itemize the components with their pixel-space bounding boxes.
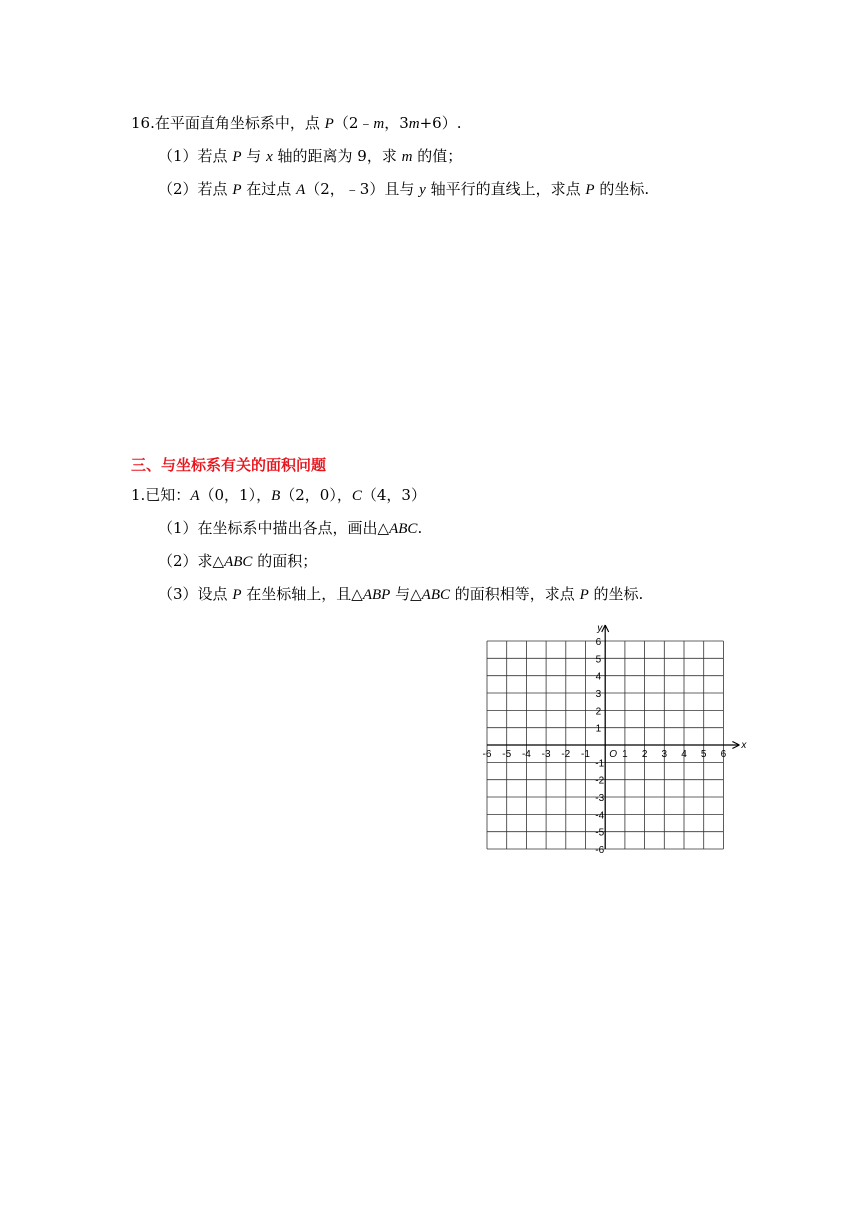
q16-part2: （2）若点 P 在过点 A（2，﹣3）且与 y 轴平行的直线上，求点 P 的坐标. (158, 180, 650, 198)
x-tick-label: 6 (720, 749, 727, 761)
q16-stem: 16.在平面直角坐标系中，点 P（2﹣m，3m+6）. (131, 114, 462, 132)
x-tick-label: 2 (641, 749, 648, 761)
y-tick-label: 4 (595, 671, 602, 683)
x-tick-label: -2 (561, 749, 571, 761)
q1-stem: 1.已知：A（0，1），B（2，0），C（4，3） (131, 486, 426, 504)
x-tick-label: 3 (661, 749, 668, 761)
y-tick-label: -6 (595, 845, 605, 856)
x-tick-label: -1 (581, 749, 590, 761)
x-tick-label: 1 (622, 749, 628, 761)
x-tick-label: -6 (482, 749, 492, 761)
x-tick-label: -3 (541, 749, 551, 761)
y-tick-label: 5 (595, 654, 602, 666)
q1-part3: （3）设点 P 在坐标轴上，且△ABP 与△ABC 的面积相等，求点 P 的坐标. (158, 585, 644, 603)
y-axis-label: y (597, 623, 603, 634)
x-tick-label: 5 (700, 749, 707, 761)
q16-part1: （1）若点 P 与 x 轴的距离为 9，求 m 的值； (158, 147, 463, 165)
q1-part1: （1）在坐标系中描出各点，画出△ABC. (158, 519, 423, 537)
y-tick-label: 3 (595, 689, 602, 701)
y-tick-label: 1 (595, 723, 602, 735)
y-tick-label: -2 (595, 775, 605, 787)
y-tick-label: 2 (595, 706, 602, 718)
x-axis-label: x (741, 740, 747, 752)
origin-label: O (609, 749, 617, 761)
x-tick-label: 4 (681, 749, 687, 761)
y-tick-label: -3 (595, 793, 605, 805)
x-tick-label: -5 (502, 749, 512, 761)
coordinate-grid (478, 620, 750, 856)
section-heading: 三、与坐标系有关的面积问题 (131, 456, 327, 474)
y-tick-label: -4 (595, 810, 605, 822)
y-tick-label: -1 (595, 758, 605, 770)
y-tick-label: -5 (595, 827, 605, 839)
x-tick-label: -4 (521, 749, 531, 761)
y-tick-label: 6 (595, 637, 602, 648)
q1-part2: （2）求△ABC 的面积； (158, 552, 318, 570)
